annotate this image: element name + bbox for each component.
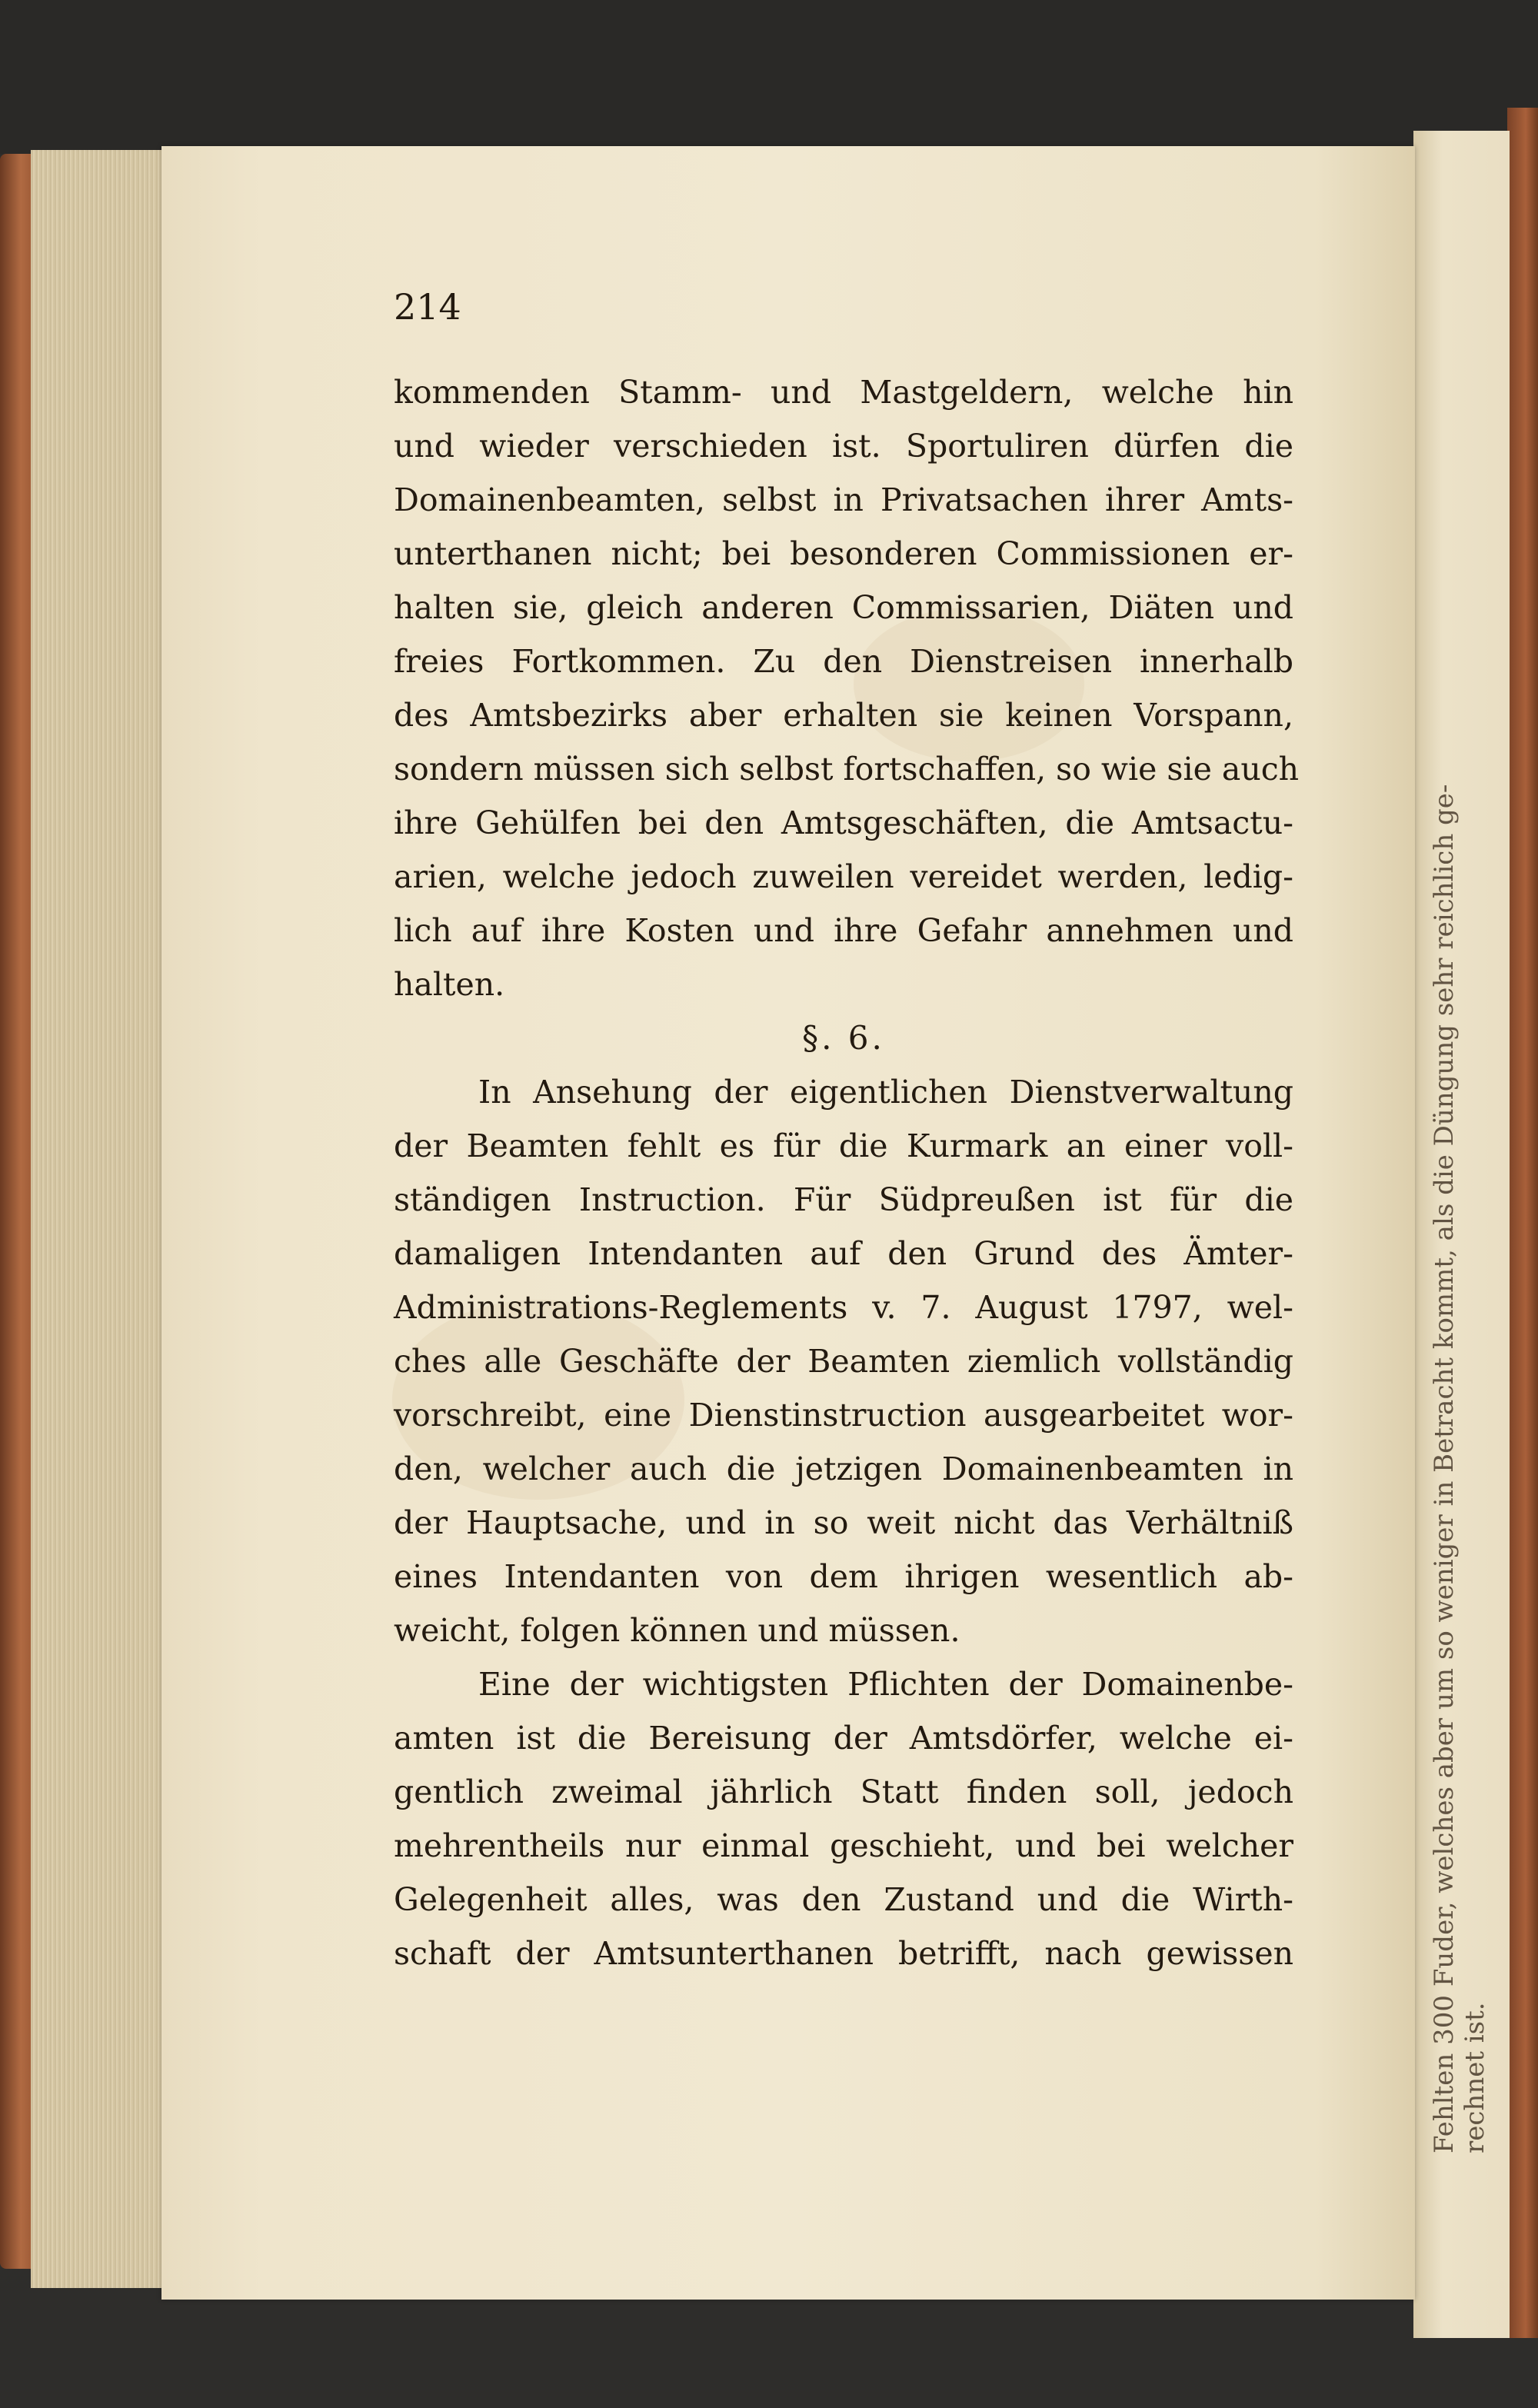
text-line: amten ist die Bereisung der Amtsdörfer, welche ei- (394, 1720, 1293, 1757)
text-line: der Beamten fehlt es für die Kurmark an einer voll- (394, 1127, 1293, 1164)
dark-background (0, 0, 1538, 154)
section-heading: §. 6. (802, 1019, 885, 1057)
page-number: 214 (394, 286, 461, 328)
text-line: arien, welche jedoch zuweilen vereidet werden, ledig- (394, 858, 1293, 895)
text-line: ständigen Instruction. Für Südpreußen ist für die (394, 1181, 1293, 1218)
text-line: der Hauptsache, und in so weit nicht das Verhältniß (394, 1504, 1293, 1541)
paper-stain (854, 608, 1084, 761)
text-line: Administrations-Reglements v. 7. August 1797, wel- (394, 1289, 1293, 1326)
text-line: kommenden Stamm- und Mastgeldern, welche hin (394, 374, 1293, 411)
text-line: vorschreibt, eine Dienstinstruction ausgearbeitet wor- (394, 1397, 1293, 1434)
text-line: Domainenbeamten, selbst in Privatsachen ihrer Amts- (394, 481, 1293, 518)
text-line: eines Intendanten von dem ihrigen wesentlich ab- (394, 1558, 1293, 1595)
text-line: ches alle Geschäfte der Beamten ziemlich vollständig (394, 1343, 1293, 1380)
text-line: In Ansehung der eigentlichen Dienstverwaltung (478, 1074, 1293, 1111)
text-line: gentlich zweimal jährlich Statt finden soll, jedoch (394, 1774, 1293, 1810)
text-line: lich auf ihre Kosten und ihre Gefahr annehmen und (394, 912, 1293, 949)
text-line: sondern müssen sich selbst fortschaffen, so wie sie auch (394, 751, 1300, 788)
right-book-cover-edge (1507, 108, 1538, 2338)
text-line: freies Fortkommen. Zu den Dienstreisen innerhalb (394, 643, 1293, 680)
text-line: ihre Gehülfen bei den Amtsgeschäften, die Amtsactu- (394, 804, 1293, 841)
facing-page-footnote (1429, 2092, 1538, 2153)
text-line: schaft der Amtsunterthanen betrifft, nach gewissen (394, 1935, 1293, 1972)
text-line: halten. (394, 966, 505, 1003)
text-line: Gelegenheit alles, was den Zustand und die Wirth- (394, 1881, 1293, 1918)
text-line: den, welcher auch die jetzigen Domainenbeamten in (394, 1450, 1293, 1487)
text-line: Eine der wichtigsten Pflichten der Domainenbe- (478, 1666, 1293, 1703)
book-page (161, 146, 1415, 2300)
text-line: unterthanen nicht; bei besonderen Commissionen er- (394, 535, 1293, 572)
text-line: und wieder verschieden ist. Sportuliren dürfen die (394, 428, 1293, 465)
text-line: mehrentheils nur einmal geschieht, und bei welcher (394, 1827, 1293, 1864)
footnote-line-2 (1460, 2092, 1490, 2153)
text-line: damaligen Intendanten auf den Grund des Ämter- (394, 1235, 1293, 1272)
text-line: weicht, folgen können und müssen. (394, 1612, 960, 1649)
text-line: des Amtsbezirks aber erhalten sie keinen Vorspann, (394, 697, 1293, 734)
text-line: halten sie, gleich anderen Commissarien, Diäten und (394, 589, 1293, 626)
footnote-line-1 (1429, 2092, 1460, 2153)
